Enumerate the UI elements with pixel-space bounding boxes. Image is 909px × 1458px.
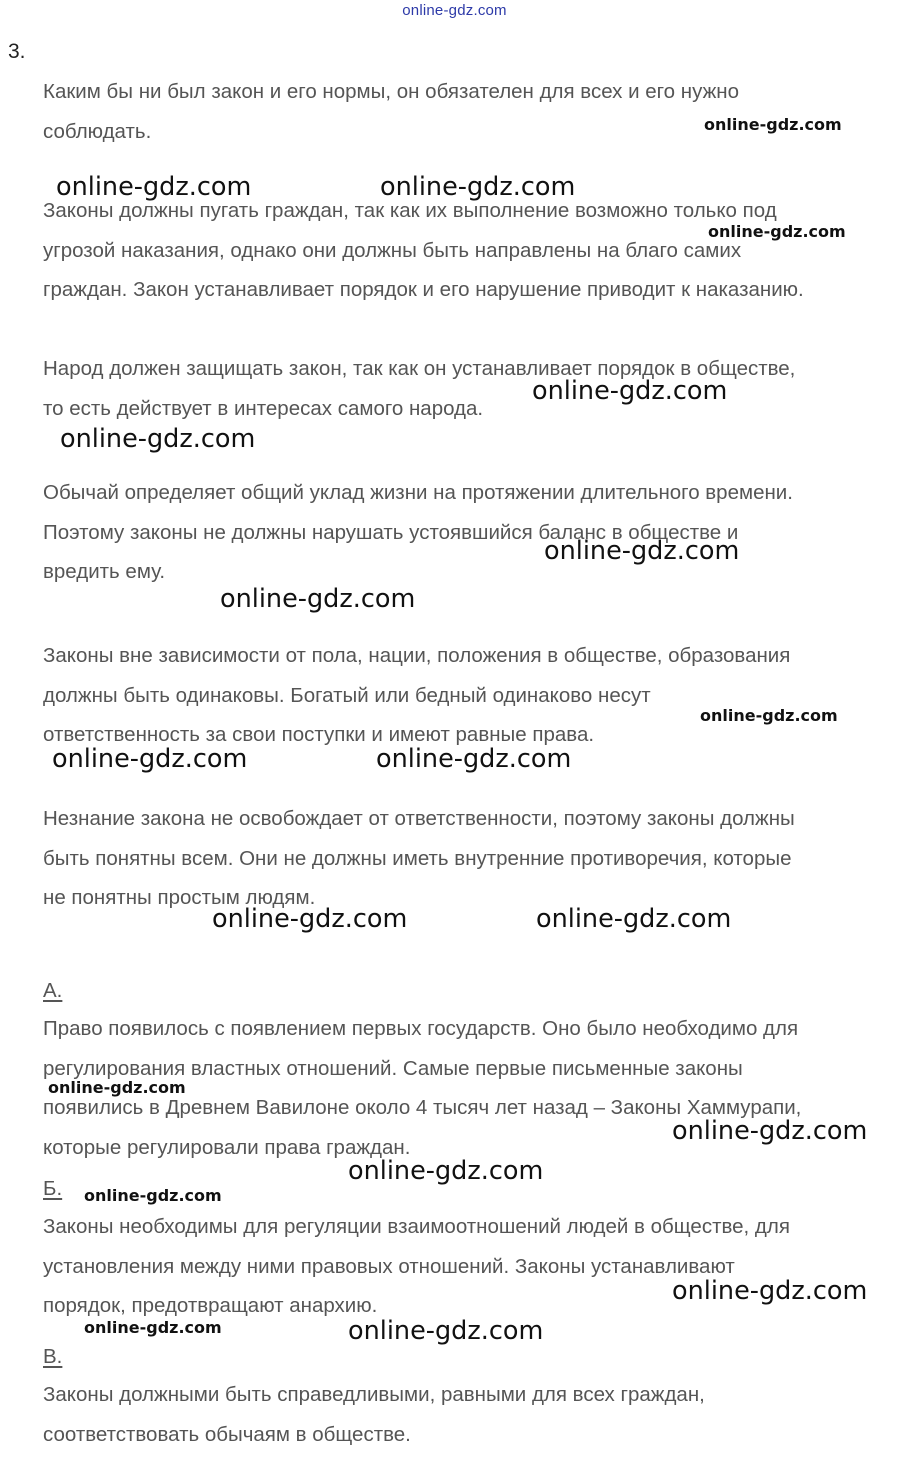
watermark: online-gdz.com xyxy=(60,424,256,454)
watermark: online-gdz.com xyxy=(672,1276,868,1306)
watermark: online-gdz.com xyxy=(380,172,576,202)
header-watermark: online-gdz.com xyxy=(402,2,507,19)
watermark: online-gdz.com xyxy=(52,744,248,774)
watermark: online-gdz.com xyxy=(700,706,838,725)
answer-paragraph-2: Законы должны пугать граждан, так как их выполнение возможно только под угрозой наказания, однако они должны быть направлены на благо самих граждан. Закон устанавливает порядок и его нарушение приводит к наказанию. xyxy=(43,199,804,302)
watermark: online-gdz.com xyxy=(708,222,846,241)
watermark: online-gdz.com xyxy=(704,115,842,134)
watermark: online-gdz.com xyxy=(532,376,728,406)
answer-paragraph-1: Каким бы ни был закон и его нормы, он обязателен для всех и его нужно соблюдать. xyxy=(43,80,740,143)
watermark: online-gdz.com xyxy=(48,1078,186,1097)
section-label-b: Б. xyxy=(43,1177,63,1200)
watermark: online-gdz.com xyxy=(84,1186,222,1205)
answer-paragraph-5: Законы вне зависимости от пола, нации, положения в обществе, образования должны быть одинаковы. Богатый или бедный одинаково несут ответственность за свои поступки и имеют равные права. xyxy=(43,644,791,747)
section-label-v: В. xyxy=(43,1345,63,1368)
answer-paragraph-3: Народ должен защищать закон, так как он устанавливает порядок в обществе, то есть действует в интересах самого народа. xyxy=(43,357,796,420)
answer-paragraph-6: Незнание закона не освобождает от ответственности, поэтому законы должны быть понятны всем. Они не должны иметь внутренние противоречия, которые не понятны простым людям. xyxy=(43,807,795,910)
watermark: online-gdz.com xyxy=(220,584,416,614)
section-text-a: Право появилось с появлением первых государств. Оно было необходимо для регулирования властных отношений. Самые первые письменные законы появились в Древнем Вавилоне около 4 тысяч лет назад – Законы Хаммурапи, которые регулировали права граждан. xyxy=(43,1017,802,1159)
section-text-b: Законы необходимы для регуляции взаимоотношений людей в обществе, для установления между ними правовых отношений. Законы устанавливают порядок, предотвращают анархию. xyxy=(43,1215,790,1318)
watermark: online-gdz.com xyxy=(56,172,252,202)
watermark: online-gdz.com xyxy=(84,1318,222,1337)
watermark: online-gdz.com xyxy=(376,744,572,774)
section-label-a: А. xyxy=(43,979,63,1002)
watermark: online-gdz.com xyxy=(672,1116,868,1146)
section-text-v: Законы должными быть справедливыми, равными для всех граждан, соответствовать обычаям в обществе. xyxy=(43,1383,705,1446)
task-number: 3. xyxy=(8,40,26,63)
watermark: online-gdz.com xyxy=(544,536,740,566)
watermark: online-gdz.com xyxy=(212,904,408,934)
watermark: online-gdz.com xyxy=(348,1156,544,1186)
watermark: online-gdz.com xyxy=(348,1316,544,1346)
answer-paragraph-4: Обычай определяет общий уклад жизни на протяжении длительного времени. Поэтому законы не должны нарушать устоявшийся баланс в обществе и вредить ему. xyxy=(43,481,793,584)
watermark: online-gdz.com xyxy=(536,904,732,934)
